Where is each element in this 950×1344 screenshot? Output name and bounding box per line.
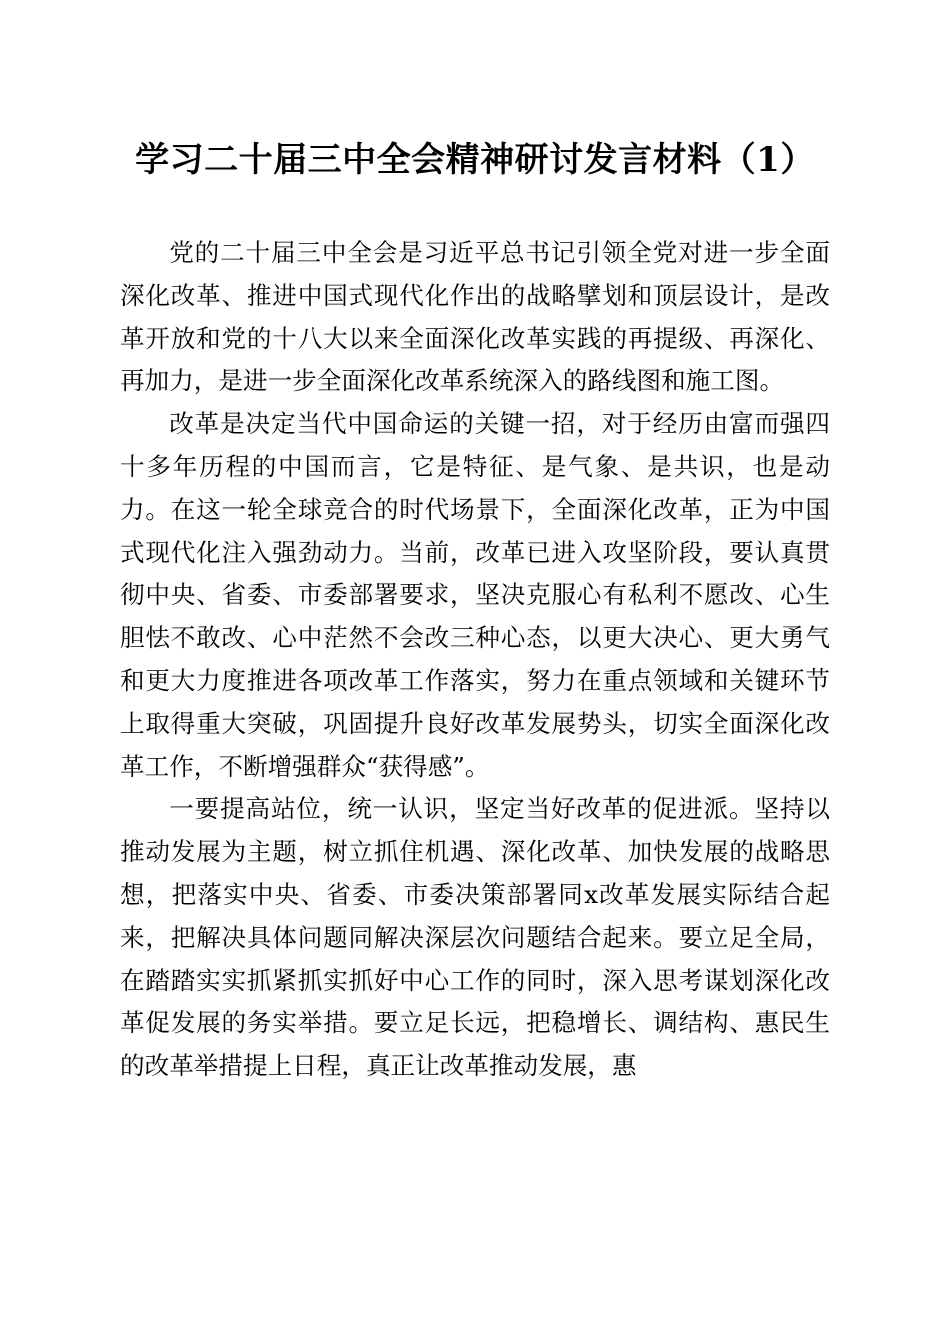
document-body [120, 232, 830, 1088]
paragraph-3: 一要提高站位，统一认识，坚定当好改革的促进派。坚持以推动发展为主题，树立抓住机遇、深化改革、加快发展的战略思想，把落实中央、省委、市委决策部署同x改革发展实际结合起来，把解决具体问题同解决深层次问题结合起来。要立足全局，在踏踏实实抓紧抓实抓好中心工作的同时，深入思考谋划深化改革促发展的务实举措。要立足长远，把稳增长、调结构、惠民生的改革举措提上日程，真正让改革推动发展，惠 [120, 794, 830, 1081]
paragraph-1: 党的二十届三中全会是习近平总书记引领全党对进一步全面深化改革、推进中国式现代化作出的战略擘划和顶层设计，是改革开放和党的十八大以来全面深化改革实践的再提级、再深化、再加力，是进一步全面深化改革系统深入的路线图和施工图。 [120, 238, 830, 396]
page-title: 学习二十届三中全会精神研讨发言材料（1） [135, 140, 815, 180]
paragraph-2: 改革是决定当代中国命运的关键一招，对于经历由富而强四十多年历程的中国而言，它是特征、是气象、是共识，也是动力。在这一轮全球竞合的时代场景下，全面深化改革，正为中国式现代化注入强劲动力。当前，改革已进入攻坚阶段，要认真贯彻中央、省委、市委部署要求，坚决克服心有私利不愿改、心生胆怯不敢改、心中茫然不会改三种心态，以更大决心、更大勇气和更大力度推进各项改革工作落实，努力在重点领域和关键环节上取得重大突破，巩固提升良好改革发展势头，切实全面深化改革工作，不断增强群众“获得感”。 [120, 409, 830, 781]
